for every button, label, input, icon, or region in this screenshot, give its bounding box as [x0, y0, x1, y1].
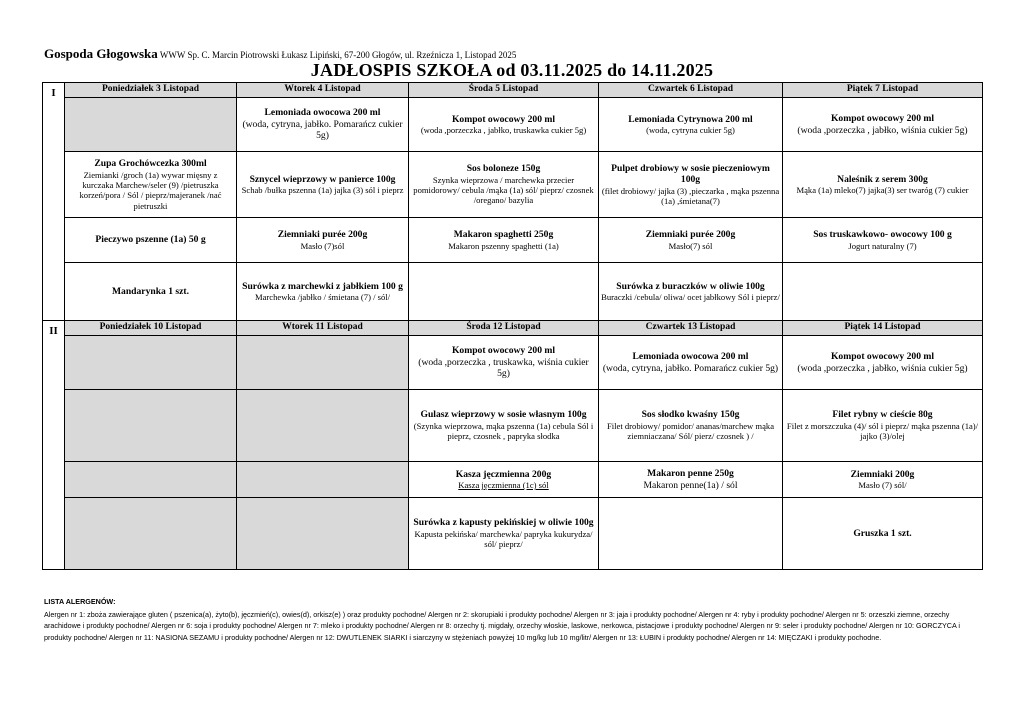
meal-cell — [783, 263, 983, 321]
dish-name: Ziemniaki 200g — [850, 468, 915, 480]
meal-row — [43, 498, 983, 570]
day-header: Poniedziałek 3 Listopad — [65, 83, 237, 98]
day-header: Piątek 14 Listopad — [783, 321, 983, 336]
dish-description: Masło (7) sól/ — [858, 480, 907, 491]
dish-description: Kasza jęczmienna (1c) sól — [458, 480, 549, 491]
menu-table — [42, 82, 983, 570]
dish-name: Gulasz wieprzowy w sosie własnym 100g — [420, 409, 587, 421]
meal-cell — [599, 390, 783, 462]
day-header: Środa 12 Listopad — [409, 321, 599, 336]
meal-cell — [783, 498, 983, 570]
dish-name: Naleśnik z serem 300g — [837, 173, 928, 185]
dish-name: Kompot owocowy 200 ml — [451, 345, 556, 357]
dish-name: Sos słodko kwaśny 150g — [641, 409, 740, 421]
dish-description: (woda ,porzeczka , jabłko, truskawka cukier 5g) — [420, 125, 587, 136]
dish-name: Filet rybny w cieście 80g — [832, 409, 933, 421]
dish-description: Buraczki /cebula/ oliwa/ ocet jabłkowy Sól i pieprz/ — [601, 292, 780, 303]
meal-cell — [783, 98, 983, 152]
meal-cell — [599, 462, 783, 498]
allergen-list — [44, 596, 964, 643]
dish-name: Mandarynka 1 szt. — [111, 285, 190, 297]
meal-cell — [783, 462, 983, 498]
dish-description: (woda ,porzeczka , jabłko, wiśnia cukier 5g) — [797, 124, 968, 136]
restaurant-name: Gospoda Głogowska — [44, 46, 158, 61]
meal-cell — [237, 390, 409, 462]
dish-name: Lemoniada owocowa 200 ml — [264, 107, 381, 119]
dish-description: (woda, cytryna cukier 5g) — [646, 125, 735, 136]
day-header: Wtorek 4 Listopad — [237, 83, 409, 98]
day-header: Czwartek 6 Listopad — [599, 83, 783, 98]
dish-name: Sos truskawkowo- owocowy 100 g — [813, 229, 952, 241]
meal-cell — [409, 98, 599, 152]
meal-cell — [599, 152, 783, 218]
meal-cell — [599, 498, 783, 570]
dish-name: Pieczywo pszenne (1a) 50 g — [95, 234, 206, 246]
meal-row — [43, 218, 983, 263]
dish-name: Makaron penne 250g — [647, 468, 734, 479]
meal-cell — [599, 218, 783, 263]
dish-description: (woda, cytryna, jabłko. Pomarańcz cukier 5g) — [242, 118, 403, 142]
header-info: WWW Sp. C. Marcin Piotrowski Łukasz Lipiński, 67-200 Głogów, ul. Rzeźnicza 1, Listopad 2025 — [157, 50, 517, 60]
meal-row — [43, 98, 983, 152]
meal-row — [43, 336, 983, 390]
meal-cell — [409, 152, 599, 218]
dish-description: (woda ,porzeczka , jabłko, wiśnia cukier 5g) — [797, 362, 968, 374]
day-header: Piątek 7 Listopad — [783, 83, 983, 98]
page-title: JADŁOSPIS SZKOŁA od 03.11.2025 do 14.11.2025 — [310, 60, 714, 80]
dish-name: Gruszka 1 szt. — [853, 527, 912, 539]
dish-name: Zupa Grochówcezka 300ml — [94, 158, 207, 170]
meal-cell — [237, 462, 409, 498]
meal-cell — [237, 98, 409, 152]
day-header-row — [43, 321, 983, 336]
meal-cell — [409, 462, 599, 498]
dish-name: Kompot owocowy 200 ml — [830, 113, 935, 124]
meal-cell — [409, 263, 599, 321]
dish-name: Ziemniaki purée 200g — [645, 229, 736, 241]
meal-cell — [65, 462, 237, 498]
dish-name: Surówka z buraczków w oliwie 100g — [616, 280, 765, 292]
dish-name: Surówka z kapusty pekińskiej w oliwie 100g — [413, 517, 594, 529]
meal-cell — [783, 390, 983, 462]
day-header-row — [43, 83, 983, 98]
dish-name: Kasza jęczmienna 200g — [455, 468, 552, 480]
allergen-text: Alergen nr 1: zboża zawierające gluten ( pszenica(a), żyto(b), jęczmień(c), owies(d), orkisz(e) ) oraz produkty pochodne/ Alergen nr 2: skorupiaki i produkty pochodne/ Alergen nr 3: jaja i produkty pochodne/ Alergen nr 4: ryby i produkty pochodne/ Alergen nr 5: orzeszki ziemne, orzechy arachidowe i produkty pochodne/ Alergen nr 6: soja i produkty pochodne/ Alergen nr 7: mleko i produkty pochodne/ Alergen nr 8: orzechy tj. migdały, orzechy włoskie, laskowe, nerkowca, pistacjowe i produkty pochodne/ Alergen nr 9: seler i produkty pochodne/ Alergen nr 10: GORCZYCA i produkty pochodne/ Alergen nr 11: NASIONA SEZAMU i produkty pochodne/ Alergen nr 12: DWUTLENEK SIARKI i siarczyny w stężeniach powyżej 10 mg/kg lub 10 mg/litr/ Alergen nr 13: ŁUBIN i produkty pochodne/ Alergen nr 14: MIĘCZAKI i produkty pochodne. — [44, 609, 960, 642]
meal-row — [43, 462, 983, 498]
dish-description: Schab /bułka pszenna (1a) jajka (3) sól i pieprz — [241, 185, 404, 196]
dish-description: (woda ,porzeczka , truskawka, wiśnia cukier 5g) — [418, 356, 589, 380]
meal-cell — [65, 390, 237, 462]
meal-cell — [409, 498, 599, 570]
dish-name: Ziemniaki purée 200g — [277, 229, 368, 241]
dish-name: Kompot owocowy 200 ml — [830, 351, 935, 362]
meal-cell — [599, 98, 783, 152]
dish-name: Lemoniada owocowa 200 ml — [632, 351, 749, 362]
dish-description: Makaron penne(1a) / sól — [643, 479, 738, 491]
meal-cell — [65, 218, 237, 263]
dish-name: Lemoniada Cytrynowa 200 ml — [628, 113, 753, 125]
dish-description: (filet drobiowy/ jajka (3) ,pieczarka , mąka pszenna (1a) ,śmietana(7) — [601, 185, 780, 206]
dish-description: Mąka (1a) mleko(7) jajka(3) ser twaróg (7) cukier — [796, 185, 969, 196]
dish-description: (woda, cytryna, jabłko. Pomarańcz cukier 5g) — [602, 362, 779, 374]
dish-description: Masło(7) sól — [668, 240, 713, 251]
meal-cell — [599, 263, 783, 321]
meal-cell — [65, 152, 237, 218]
meal-cell — [237, 498, 409, 570]
day-header: Wtorek 11 Listopad — [237, 321, 409, 336]
dish-name: Makaron spaghetti 250g — [453, 229, 554, 241]
meal-cell — [783, 152, 983, 218]
dish-description: Marchewka /jabłko / śmietana (7) / sól/ — [254, 292, 391, 303]
dish-description: Szynka wieprzowa / marchewka przecier pomidorowy/ cebula /mąka (1a) sól/ pieprz/ czosnek /oregano/ bazylia — [413, 174, 594, 206]
meal-cell — [65, 498, 237, 570]
meal-row — [43, 152, 983, 218]
day-header: Czwartek 13 Listopad — [599, 321, 783, 336]
meal-cell — [409, 218, 599, 263]
meal-cell — [65, 336, 237, 390]
week-label: I — [43, 83, 65, 321]
day-header: Środa 5 Listopad — [409, 83, 599, 98]
meal-cell — [65, 98, 237, 152]
meal-cell — [237, 263, 409, 321]
dish-description: Filet z morszczuka (4)/ sól i pieprz/ mąka pszenna (1a)/ jajko (3)/olej — [786, 420, 979, 442]
dish-description: (Szynka wieprzowa, mąka pszenna (1a) cebula Sól i pieprz, czosnek , papryka słodka — [413, 420, 594, 442]
meal-cell — [65, 263, 237, 321]
day-header: Poniedziałek 10 Listopad — [65, 321, 237, 336]
meal-row — [43, 390, 983, 462]
dish-name: Sos boloneze 150g — [466, 163, 541, 175]
meal-cell — [783, 336, 983, 390]
dish-description: Masło (7)sól — [300, 240, 345, 251]
dish-name: Sznycel wieprzowy w panierce 100g — [249, 173, 396, 185]
allergen-title: LISTA ALERGENÓW: — [44, 597, 116, 606]
meal-cell — [409, 390, 599, 462]
dish-description: Ziemianki /groch (1a) wywar mięsny z kurczaka Marchew/seler (9) /pietruszka korzeń/pora / Sól / pieprz/majeranek /nać pietruszki — [79, 169, 222, 211]
meal-cell — [409, 336, 599, 390]
dish-name: Kompot owocowy 200 ml — [451, 113, 556, 125]
meal-cell — [237, 218, 409, 263]
meal-cell — [237, 152, 409, 218]
dish-name: Pulpet drobiowy w sosie pieczeniowym 100g — [611, 162, 770, 186]
dish-description: Makaron pszenny spaghetti (1a) — [448, 240, 559, 251]
meal-cell — [599, 336, 783, 390]
dish-description: Kapusta pekińska/ marchewka/ papryka kukurydza/ sól/ pieprz/ — [414, 528, 593, 550]
dish-description: Jogurt naturalny (7) — [848, 240, 917, 251]
dish-description: Filet drobiowy/ pomidor/ ananas/marchew mąka ziemniaczana/ Sól/ pierz/ czosnek ) / — [606, 420, 775, 442]
dish-name: Surówka z marchewki z jabłkiem 100 g — [242, 280, 403, 292]
week-label: II — [43, 321, 65, 570]
meal-cell — [783, 218, 983, 263]
meal-row — [43, 263, 983, 321]
meal-cell — [237, 336, 409, 390]
